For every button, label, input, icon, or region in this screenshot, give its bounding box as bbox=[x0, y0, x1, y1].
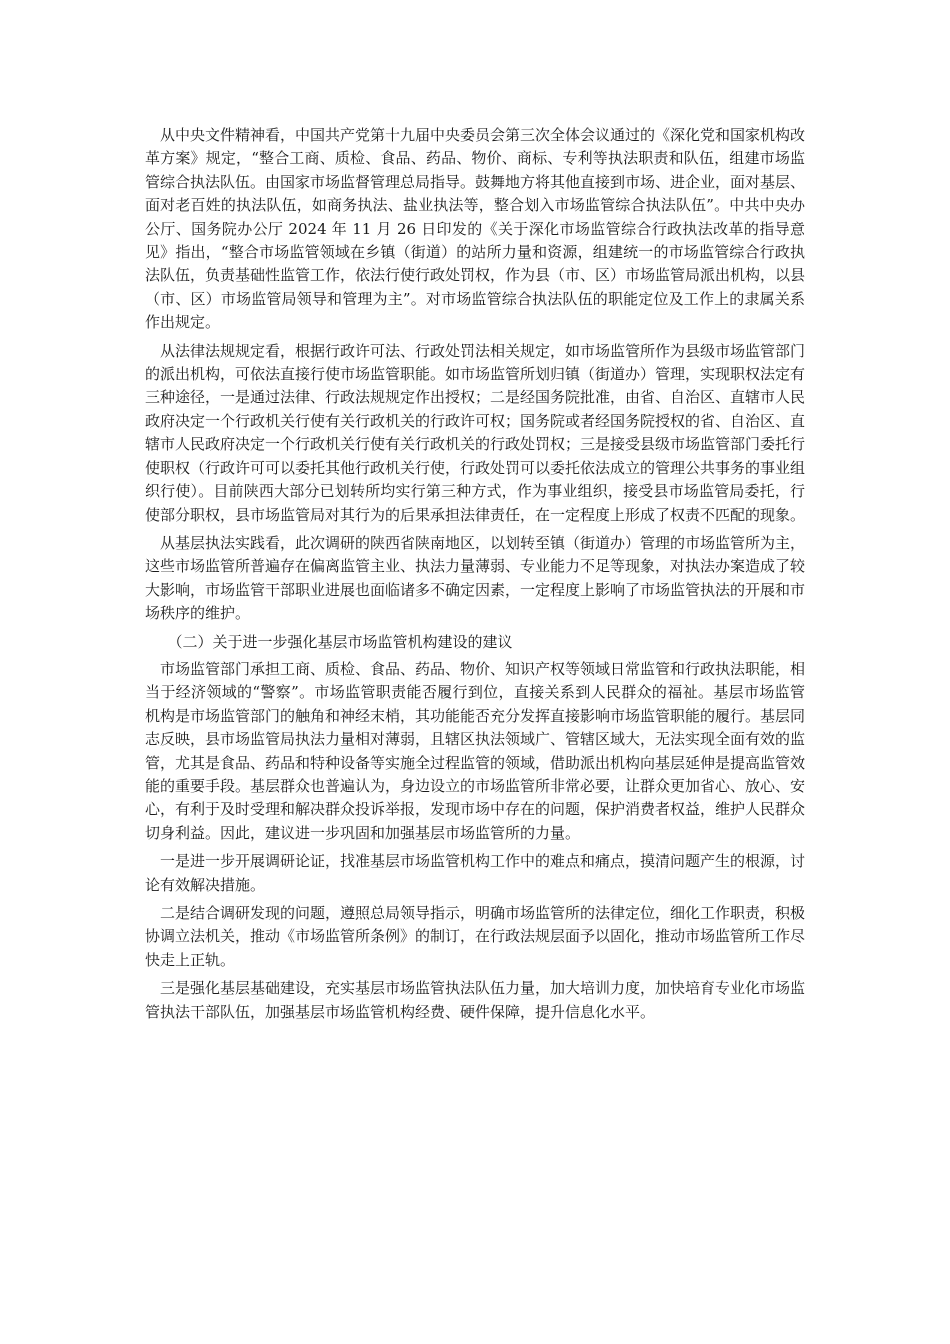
paragraph-suggestion-one: 一是进一步开展调研论证，找准基层市场监管机构工作中的难点和痛点，摸清问题产生的根源，讨论有效解决措施。 bbox=[145, 852, 806, 894]
paragraph-market-supervision-role: 市场监管部门承担工商、质检、食品、药品、物价、知识产权等领域日常监管和行政执法职能，相当于经济领域的“警察”。市场监管职责能否履行到位，直接关系到人民群众的福祉。基层市场监管机构是市场监管部门的触角和神经末梢，其功能能否充分发挥直接影响市场监管职能的履行。基层同志反映，县市场监管局执法力量相对薄弱，且辖区执法领域广、管辖区域大，无法实现全面有效的监管，尤其是食品、药品和特种设备等实施全过程监管的领域，借助派出机构向基层延伸是提高监管效能的重要手段。基层群众也普遍认为，身边设立的市场监管所非常必要，让群众更加省心、放心、安心，有利于及时受理和解决群众投诉举报，发现市场中存在的问题，保护消费者权益，维护人民群众切身利益。因此，建议进一步巩固和加强基层市场监管所的力量。 bbox=[145, 659, 806, 842]
paragraph-suggestion-two: 二是结合调研发现的问题，遵照总局领导指示，明确市场监管所的法律定位，细化工作职责，积极协调立法机关，推动《市场监管所条例》的制订，在行政法规层面予以固化，推动市场监管所工作尽快走上正轨。 bbox=[145, 904, 806, 969]
paragraph-laws-regulations: 从法律法规规定看，根据行政许可法、行政处罚法相关规定，如市场监管所作为县级市场监管部门的派出机构，可依法直接行使市场监管职能。如市场监管所划归镇（街道办）管理，实现职权法定有三种途径，一是通过法律、行政法规规定作出授权；二是经国务院批准，由省、自治区、直辖市人民政府决定一个行政机关行使有关行政机关的行政许可权；国务院或者经国务院授权的省、自治区、直辖市人民政府决定一个行政机关行使有关行政机关的行政处罚权；三是接受县级市场监管部门委托行使职权（行政许可可以委托其他行政机关行使，行政处罚可以委托依法成立的管理公共事务的事业组织行使）。目前陕西大部分已划转所均实行第三种方式，作为事业组织，接受县市场监管局委托，行使部分职权，县市场监管局对其行为的后果承担法律责任，在一定程度上形成了权责不匹配的现象。 bbox=[145, 341, 806, 524]
paragraph-grassroots-practice: 从基层执法实践看，此次调研的陕西省陕南地区，以划转至镇（街道办）管理的市场监管所为主，这些市场监管所普遍存在偏离监管主业、执法力量薄弱、专业能力不足等现象，对执法办案造成了较大影响，市场监管干部职业进展也面临诸多不确定因素，一定程度上影响了市场监管执法的开展和市场秩序的维护。 bbox=[145, 533, 806, 623]
section-heading-suggestions: （二）关于进一步强化基层市场监管机构建设的建议 bbox=[167, 632, 513, 651]
paragraph-suggestion-three: 三是强化基层基础建设，充实基层市场监管执法队伍力量，加大培训力度，加快培育专业化市场监管执法干部队伍，加强基层市场监管机构经费、硬件保障，提升信息化水平。 bbox=[145, 979, 806, 1021]
paragraph-central-documents: 从中央文件精神看，中国共产党第十九届中央委员会第三次全体会议通过的《深化党和国家机构改革方案》规定，“整合工商、质检、食品、药品、物价、商标、专利等执法职责和队伍，组建市场监管综合执法队伍。由国家市场监督管理总局指导。鼓舞地方将其他直接到市场、进企业，面对基层、面对老百姓的执法队伍，如商务执法、盐业执法等，整合划入市场监管综合执法队伍”。中共中央办公厅、国务院办公厅 2024 年 11 月 26 日印发的《关于深化市场监管综合行政执法改革的指导意见》指出，“整合市场监管领域在乡镇（街道）的站所力量和资源，组建统一的市场监管综合行政执法队伍，负责基础性监管工作，依法行使行政处罚权，作为县（市、区）市场监管局派出机构，以县（市、区）市场监管局领导和管理为主”。对市场监管综合执法队伍的职能定位及工作上的隶属关系作出规定。 bbox=[145, 126, 806, 332]
document-body bbox=[145, 124, 805, 1029]
